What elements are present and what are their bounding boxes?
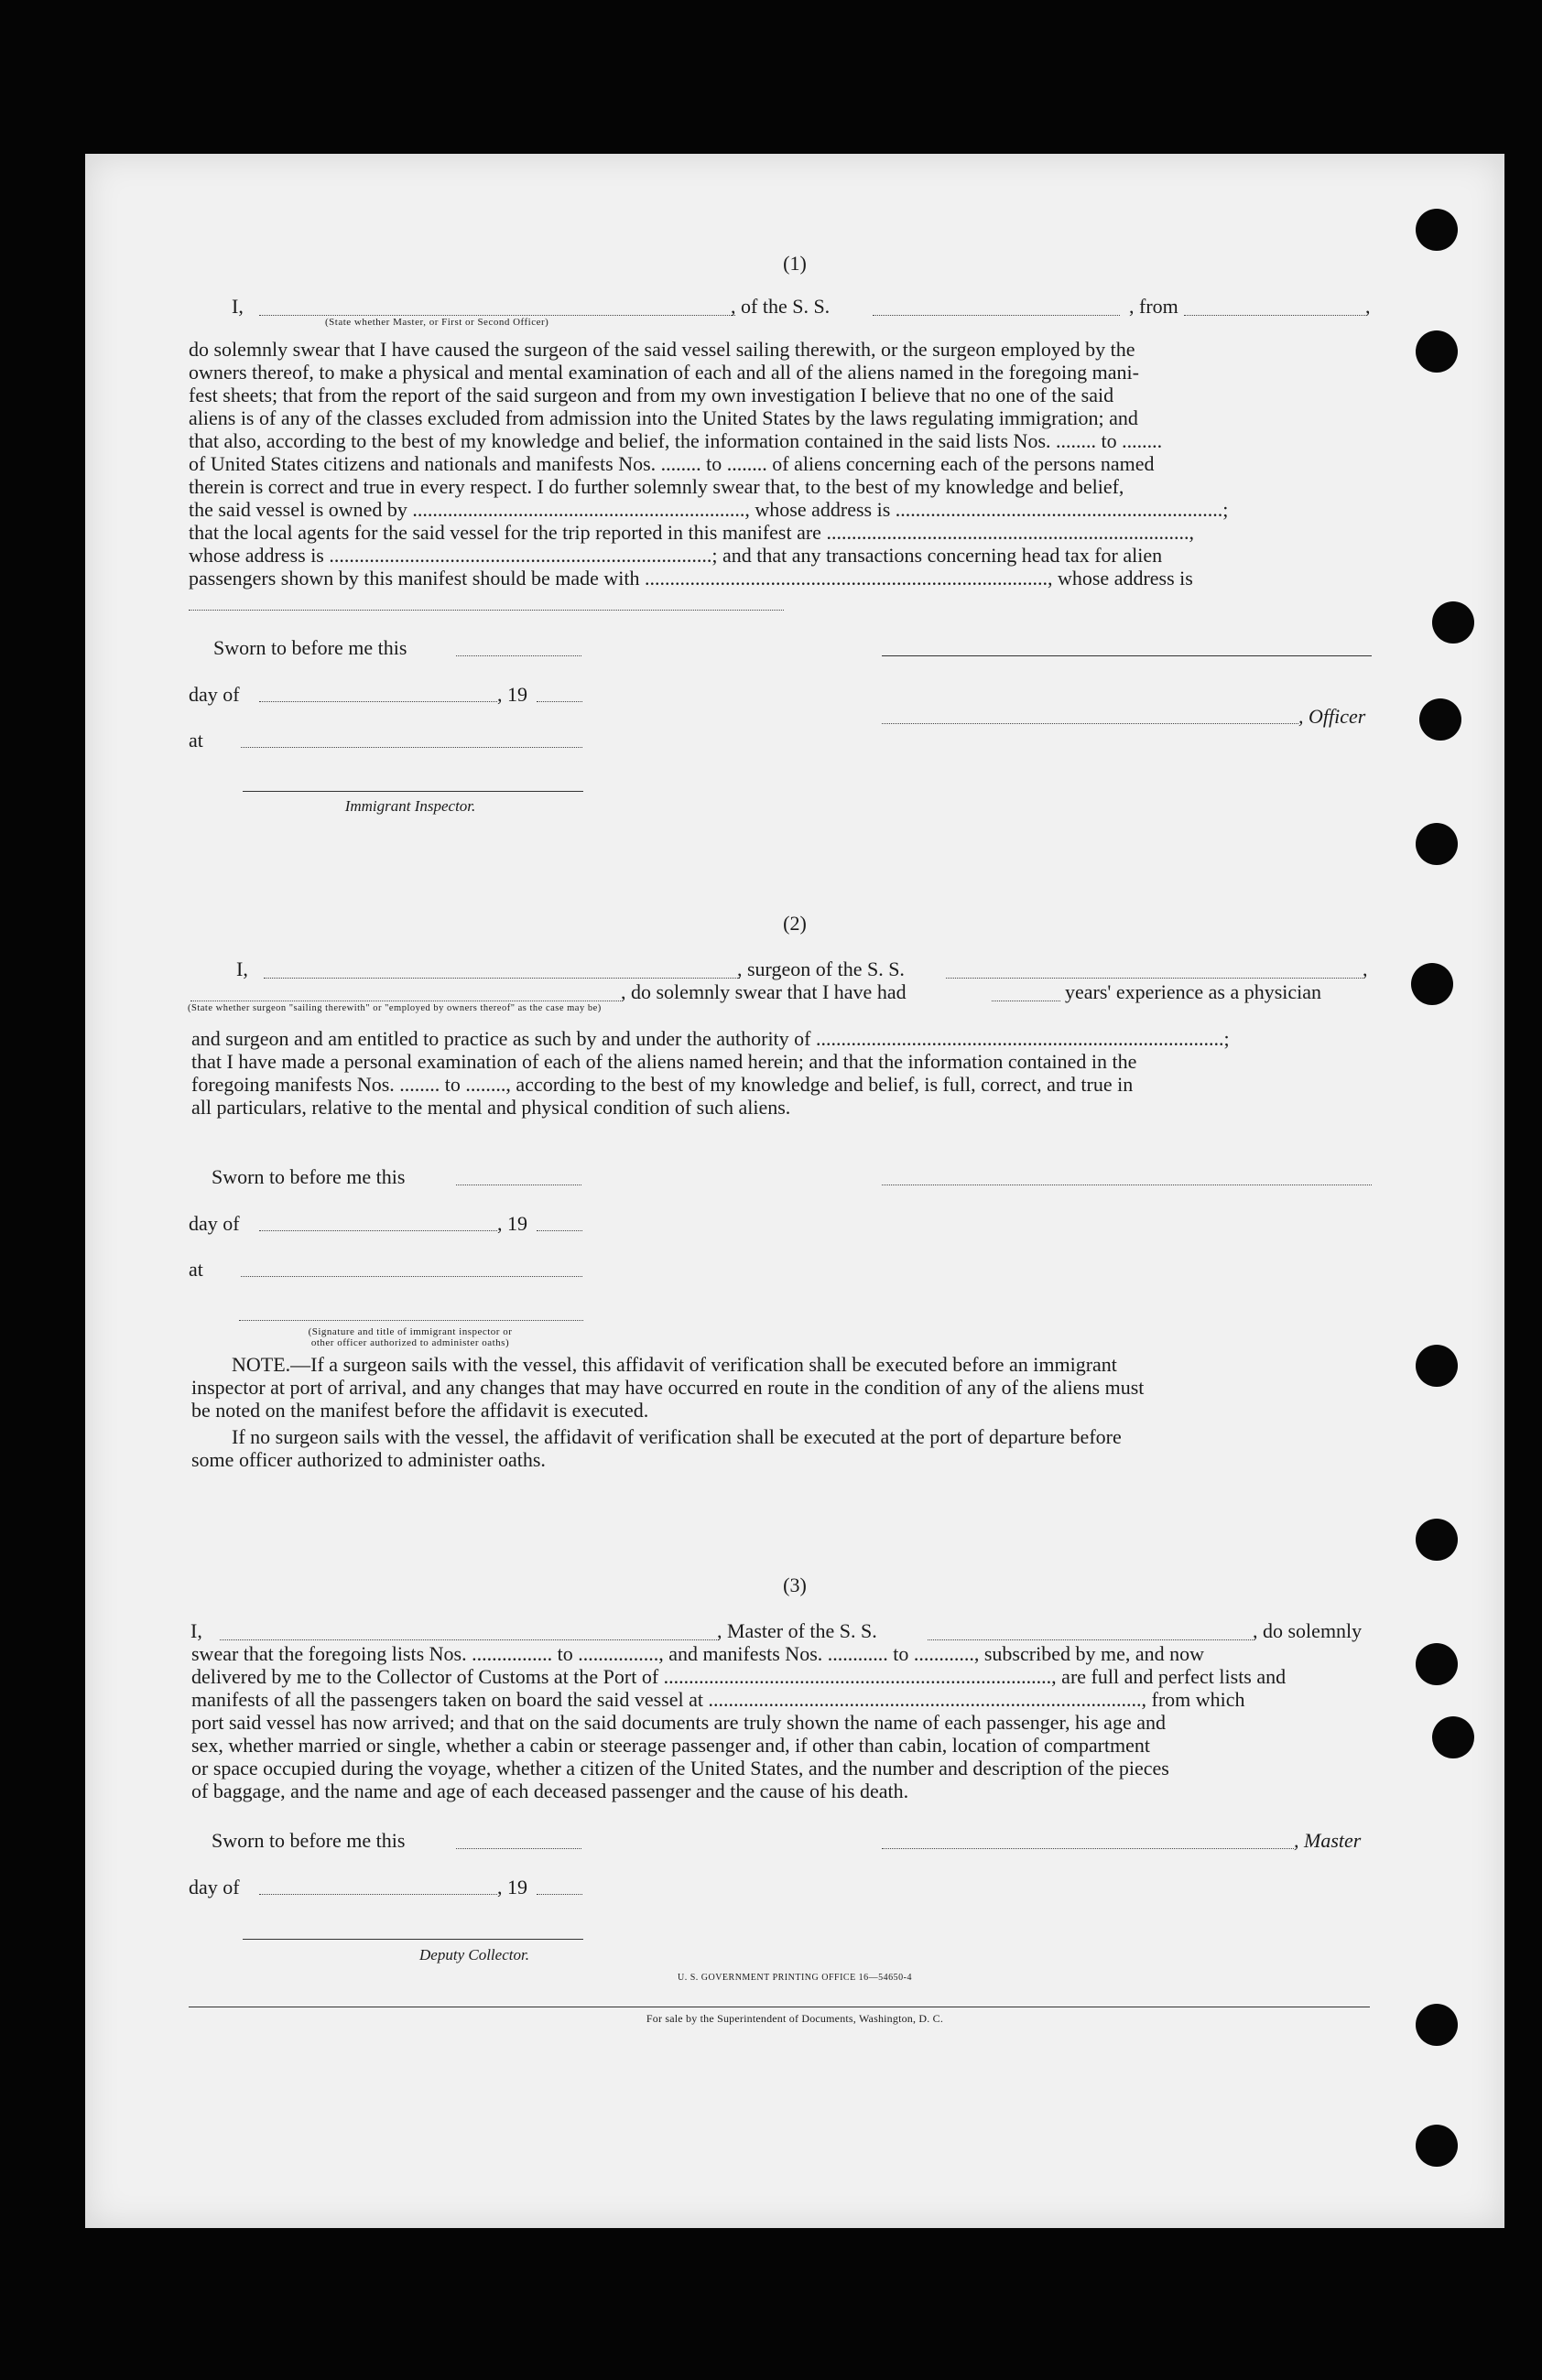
- s3-month-field[interactable]: [259, 1894, 497, 1895]
- s3-sworn-day-field[interactable]: [456, 1848, 581, 1849]
- binder-hole: [1416, 1345, 1458, 1387]
- s1-body-line: of United States citizens and nationals and manifests Nos. ........ to ........ of aliens concerning each of the persons named: [189, 452, 1155, 475]
- gpo-imprint: U. S. GOVERNMENT PRINTING OFFICE 16—54650-4: [677, 1973, 913, 1983]
- section-2-number: (2): [783, 912, 807, 935]
- section-3-number: (3): [783, 1574, 807, 1596]
- s3-body-line: or space occupied during the voyage, whether a citizen of the United States, and the number and description of the pieces: [191, 1757, 1169, 1780]
- s1-body-line: aliens is of any of the classes excluded from admission into the United States by the laws regulating immigration; and: [189, 406, 1138, 429]
- s3-day-of-label: day of: [189, 1876, 240, 1899]
- s2-at-label: at: [189, 1258, 203, 1281]
- s2-surgeon-name-field[interactable]: [264, 978, 740, 979]
- s1-from-label: , from: [1129, 295, 1178, 318]
- s2-years-label: years' experience as a physician: [1065, 980, 1322, 1003]
- s1-sworn-label: Sworn to before me this: [213, 636, 407, 659]
- s1-sworn-day-field[interactable]: [456, 655, 581, 656]
- s2-surgeon-note: (State whether surgeon "sailing therewith" or "employed by owners thereof" as the case may be): [188, 1003, 602, 1013]
- binder-hole: [1416, 1643, 1458, 1685]
- s3-collector-label: Deputy Collector.: [419, 1946, 529, 1964]
- s3-year-label: , 19: [497, 1876, 527, 1899]
- s1-signature-line[interactable]: [882, 655, 1372, 656]
- s2-year-field[interactable]: [537, 1230, 582, 1231]
- binder-hole: [1419, 698, 1461, 741]
- binder-hole: [1416, 1519, 1458, 1561]
- s1-body-line: fest sheets; that from the report of the said surgeon and from my own investigation I believe that no one of the said: [189, 384, 1114, 406]
- s3-master-name-field[interactable]: [220, 1639, 719, 1640]
- binder-hole: [1411, 963, 1453, 1005]
- s2-at-field[interactable]: [241, 1276, 582, 1277]
- s1-officer-field[interactable]: [882, 723, 1298, 724]
- s1-body-line: do solemnly swear that I have caused the surgeon of the said vessel sailing therewith, or the surgeon employed by the: [189, 338, 1135, 361]
- s1-inspector-signature-line[interactable]: [243, 791, 583, 792]
- binder-hole: [1416, 209, 1458, 251]
- s1-month-field[interactable]: [259, 701, 497, 702]
- s2-month-field[interactable]: [259, 1230, 497, 1231]
- binder-hole: [1432, 601, 1474, 644]
- s2-body-line: that I have made a personal examination of each of the aliens named herein; and that the information contained in the: [191, 1050, 1137, 1073]
- s3-body-line: delivered by me to the Collector of Customs at the Port of ............................................................................., are full and perfect lists and: [191, 1665, 1287, 1688]
- s3-body-line: manifests of all the passengers taken on board the said vessel at ......................................................................................, from which: [191, 1688, 1245, 1711]
- s2-inspector-signature-line[interactable]: [239, 1320, 583, 1321]
- s2-swear-label: , do solemnly swear that I have had: [621, 980, 907, 1003]
- s2-surgeon-label: , surgeon of the S. S.: [737, 957, 905, 980]
- s2-sig-note: (Signature and title of immigrant inspector or: [308, 1326, 513, 1337]
- s1-body-line: the said vessel is owned by .................................................................., whose address is .................................................................;: [189, 498, 1229, 521]
- s3-year-field[interactable]: [537, 1894, 582, 1895]
- s1-year-label: , 19: [497, 683, 527, 706]
- s2-note-line: be noted on the manifest before the affidavit is executed.: [191, 1399, 649, 1422]
- s2-note-line: some officer authorized to administer oaths.: [191, 1448, 546, 1471]
- s3-collector-signature-line[interactable]: [243, 1939, 583, 1940]
- binder-hole: [1416, 2004, 1458, 2046]
- form-page: [85, 154, 1504, 2228]
- s1-day-of-label: day of: [189, 683, 240, 706]
- binder-hole: [1432, 1716, 1474, 1758]
- s3-body-line: sex, whether married or single, whether a cabin or steerage passenger and, if other than cabin, location of compartment: [191, 1734, 1151, 1757]
- s1-vessel-field[interactable]: [873, 315, 1120, 316]
- s2-year-label: , 19: [497, 1212, 527, 1235]
- s3-solemnly-label: , do solemnly: [1253, 1619, 1363, 1642]
- s1-body-line: that also, according to the best of my knowledge and belief, the information contained in the said lists Nos. ........ to ........: [189, 429, 1163, 452]
- s3-master-signature-line[interactable]: [882, 1848, 1294, 1849]
- s2-note-line: NOTE.—If a surgeon sails with the vessel, this affidavit of verification shall be executed before an immigrant: [232, 1353, 1117, 1376]
- s3-master-label: , Master of the S. S.: [717, 1619, 877, 1642]
- s1-of-ss-label: , of the S. S.: [731, 295, 831, 318]
- s2-body-line: all particulars, relative to the mental and physical condition of such aliens.: [191, 1096, 791, 1119]
- s3-i-label: I,: [190, 1619, 202, 1642]
- s2-sig-note: other officer authorized to administer oaths): [310, 1337, 510, 1348]
- s1-officer-note: (State whether Master, or First or Second Officer): [325, 317, 549, 328]
- s2-sworn-label: Sworn to before me this: [212, 1165, 406, 1188]
- s1-body-line: therein is correct and true in every respect. I do further solemnly swear that, to the best of my knowledge and belief,: [189, 475, 1124, 498]
- s1-line1-end: ,: [1365, 295, 1371, 318]
- s1-year-field[interactable]: [537, 701, 582, 702]
- s2-line1-end: ,: [1363, 957, 1368, 980]
- s2-vessel-field[interactable]: [946, 978, 1363, 979]
- sale-notice: For sale by the Superintendent of Documents, Washington, D. C.: [646, 2012, 944, 2025]
- s1-officer-name-field[interactable]: [259, 315, 735, 316]
- s2-i-label: I,: [236, 957, 248, 980]
- s1-at-label: at: [189, 729, 203, 752]
- s2-note-line: inspector at port of arrival, and any changes that may have occurred en route in the condition of any of the aliens must: [191, 1376, 1145, 1399]
- s1-address-field[interactable]: [189, 610, 784, 611]
- s2-body-line: foregoing manifests Nos. ........ to ........, according to the best of my knowledge and belief, is full, correct, and true in: [191, 1073, 1134, 1096]
- s1-i-label: I,: [232, 295, 244, 318]
- s3-vessel-field[interactable]: [928, 1639, 1253, 1640]
- s1-body-line: owners thereof, to make a physical and mental examination of each and all of the aliens named in the foregoing mani-: [189, 361, 1139, 384]
- section-1-number: (1): [783, 252, 807, 275]
- binder-hole: [1416, 330, 1458, 373]
- s3-body-line: of baggage, and the name and age of each deceased passenger and the cause of his death.: [191, 1780, 909, 1802]
- s2-body-line: and surgeon and am entitled to practice as such by and under the authority of .................................................................................;: [191, 1027, 1230, 1050]
- s3-master-sig-label: , Master: [1294, 1829, 1362, 1852]
- s1-body-line: whose address is ............................................................................; and that any transactions concerning head tax for alien: [189, 544, 1163, 567]
- s3-body-line: port said vessel has now arrived; and that on the said documents are truly shown the name of each passenger, his age and: [191, 1711, 1166, 1734]
- s1-at-field[interactable]: [241, 747, 582, 748]
- s3-sworn-label: Sworn to before me this: [212, 1829, 406, 1852]
- s2-day-of-label: day of: [189, 1212, 240, 1235]
- s2-note-line: If no surgeon sails with the vessel, the affidavit of verification shall be executed at the port of departure before: [232, 1425, 1122, 1448]
- binder-hole: [1416, 2125, 1458, 2167]
- s1-officer-label: , Officer: [1298, 705, 1366, 728]
- s1-inspector-label: Immigrant Inspector.: [344, 797, 476, 815]
- binder-hole: [1416, 823, 1458, 865]
- s3-body-line: swear that the foregoing lists Nos. ................ to ................, and manifests Nos. ............ to ............, subscribed by me, and now: [191, 1642, 1204, 1665]
- s1-from-field[interactable]: [1184, 315, 1365, 316]
- s1-body-line: that the local agents for the said vessel for the trip reported in this manifest are ........................................................................,: [189, 521, 1194, 544]
- s1-body-line: passengers shown by this manifest should be made with ................................................................................, whose address is: [189, 567, 1193, 590]
